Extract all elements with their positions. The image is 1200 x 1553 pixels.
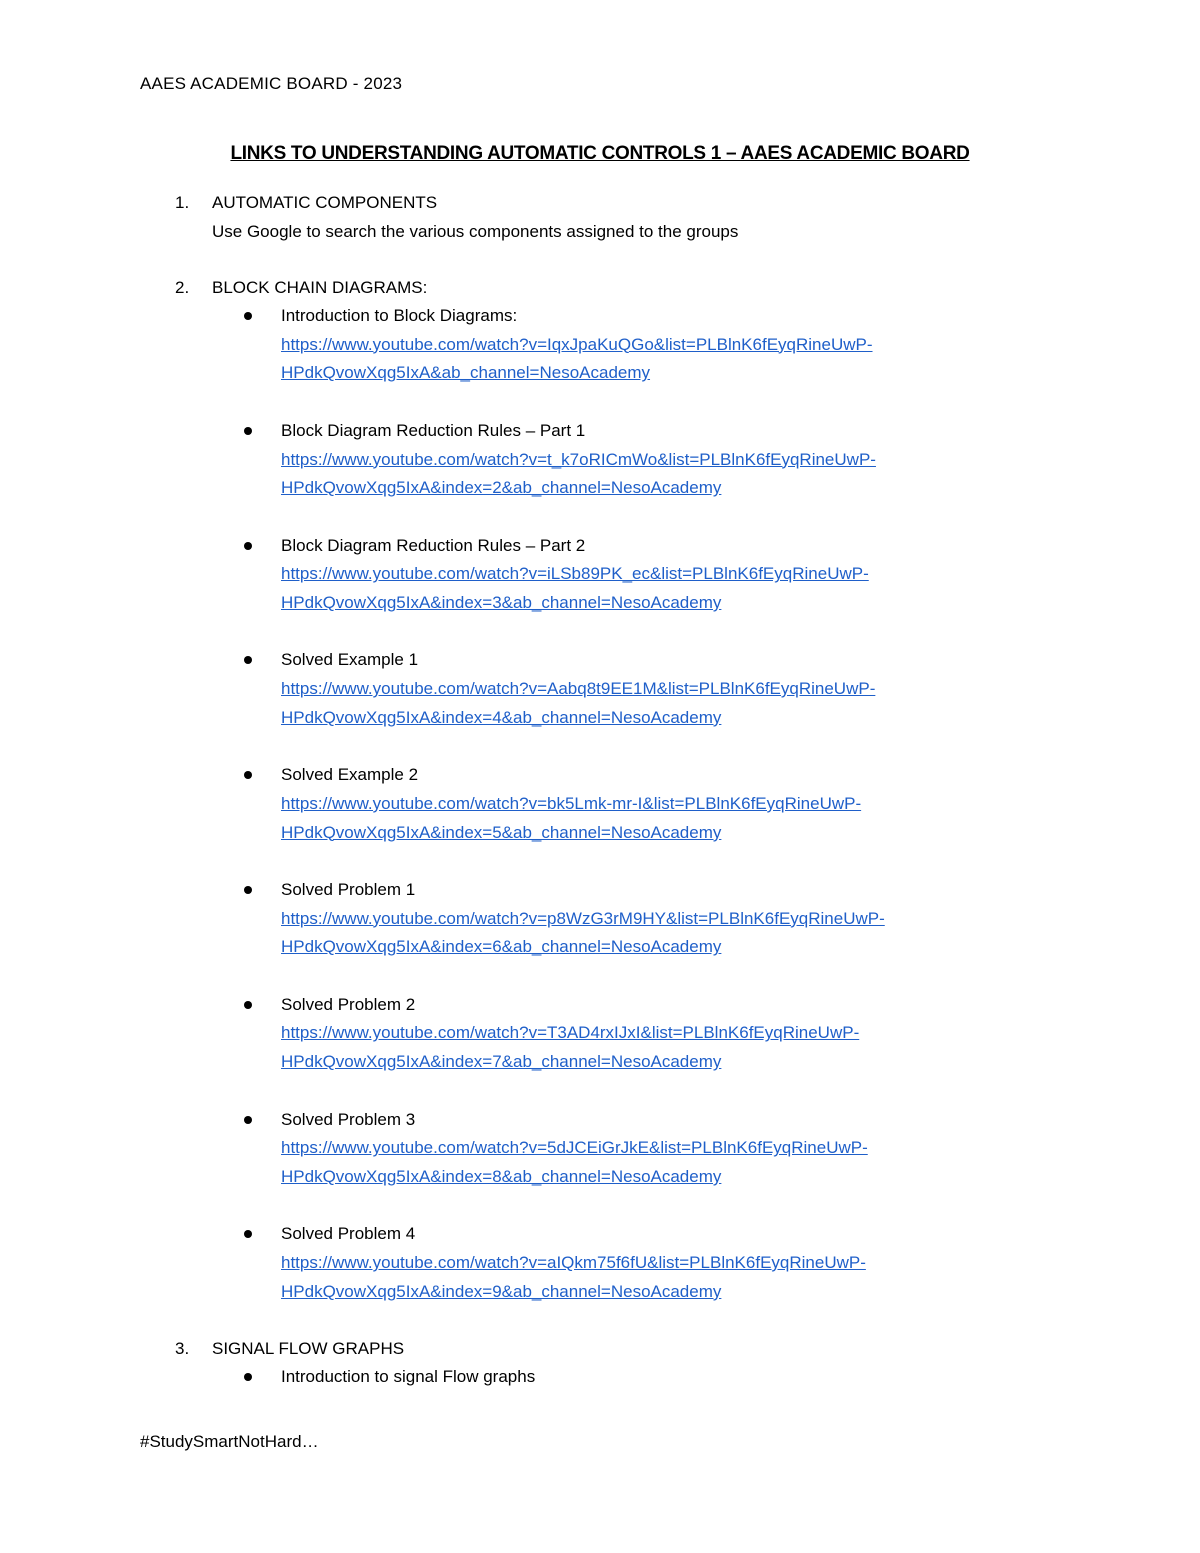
section-heading (175, 188, 1015, 217)
list-item (243, 1363, 1015, 1392)
list-item (243, 876, 1015, 991)
document-title: LINKS TO UNDERSTANDING AUTOMATIC CONTROLS 1 – AAES ACADEMIC BOARD (230, 143, 970, 164)
item-label: Solved Problem 4 (281, 1224, 416, 1244)
item-label: Solved Problem 1 (281, 879, 416, 899)
list-item (243, 761, 1015, 876)
video-link[interactable]: https://www.youtube.com/watch?v=iLSb89PK_ec&list=PLBlnK6fEyqRineUwP- HPdkQvowXqg5IxA&index=3&ab_channel=NesoAcademy (281, 564, 869, 612)
bullet-icon (243, 646, 281, 761)
item-label: Introduction to signal Flow graphs (281, 1367, 536, 1386)
item-label: Solved Example 2 (281, 765, 419, 785)
bullet-icon (243, 761, 281, 876)
list-item (243, 991, 1015, 1106)
list-item (243, 1220, 1015, 1306)
bullet-icon (243, 876, 281, 991)
section-title: SIGNAL FLOW GRAPHS (212, 1339, 405, 1358)
section-heading (175, 273, 1015, 302)
video-link[interactable]: https://www.youtube.com/watch?v=5dJCEiGrJkE&list=PLBlnK6fEyqRineUwP- HPdkQvowXqg5IxA&index=8&ab_channel=NesoAcademy (281, 1138, 868, 1186)
link-list (175, 1363, 1015, 1392)
list-item (243, 532, 1015, 647)
video-link[interactable]: https://www.youtube.com/watch?v=p8WzG3rM9HY&list=PLBlnK6fEyqRineUwP- HPdkQvowXqg5IxA&index=6&ab_channel=NesoAcademy (281, 908, 885, 957)
bullet-icon (243, 1106, 281, 1221)
section-title: AUTOMATIC COMPONENTS (212, 193, 438, 212)
bullet-icon (243, 532, 281, 647)
section-signal-flow-graphs (175, 1334, 1015, 1392)
section-title: BLOCK CHAIN DIAGRAMS: (212, 278, 428, 297)
bullet-icon (243, 991, 281, 1106)
item-label: Solved Problem 2 (281, 994, 416, 1014)
video-link[interactable]: https://www.youtube.com/watch?v=Aabq8t9EE1M&list=PLBlnK6fEyqRineUwP- HPdkQvowXqg5IxA&index=4&ab_channel=NesoAcademy (281, 679, 876, 727)
section-block-chain-diagrams (175, 273, 1015, 1306)
item-label: Introduction to Block Diagrams: (281, 306, 518, 325)
section-number: 2. (175, 278, 190, 297)
link-list (175, 302, 1015, 1306)
video-link[interactable]: https://www.youtube.com/watch?v=aIQkm75f6fU&list=PLBlnK6fEyqRineUwP- HPdkQvowXqg5IxA&index=9&ab_channel=NesoAcademy (281, 1253, 866, 1301)
video-link[interactable]: https://www.youtube.com/watch?v=t_k7oRICmWo&list=PLBlnK6fEyqRineUwP- HPdkQvowXqg5IxA&index=2&ab_channel=NesoAcademy (281, 449, 876, 498)
page-header: AAES ACADEMIC BOARD - 2023 (140, 74, 403, 93)
list-item (243, 1106, 1015, 1221)
section-heading (175, 1334, 1015, 1363)
page-footer: #StudySmartNotHard… (140, 1432, 319, 1451)
item-label: Block Diagram Reduction Rules – Part 2 (281, 535, 586, 555)
bullet-icon (243, 1363, 281, 1392)
item-label: Block Diagram Reduction Rules – Part 1 (281, 420, 586, 440)
video-link[interactable]: https://www.youtube.com/watch?v=T3AD4rxIJxI&list=PLBlnK6fEyqRineUwP- HPdkQvowXqg5IxA&index=7&ab_channel=NesoAcademy (281, 1023, 860, 1072)
section-number: 3. (175, 1339, 190, 1358)
section-number: 1. (175, 193, 190, 212)
item-label: Solved Example 1 (281, 650, 419, 670)
bullet-icon (243, 417, 281, 532)
list-item (243, 302, 1015, 417)
video-link[interactable]: https://www.youtube.com/watch?v=IqxJpaKuQGo&list=PLBlnK6fEyqRineUwP- HPdkQvowXqg5IxA&ab_channel=NesoAcademy (281, 334, 873, 383)
video-link[interactable]: https://www.youtube.com/watch?v=bk5Lmk-mr-I&list=PLBlnK6fEyqRineUwP- HPdkQvowXqg5IxA&index=5&ab_channel=NesoAcademy (281, 793, 862, 842)
section-description: Use Google to search the various components assigned to the groups (212, 222, 739, 241)
list-item (243, 417, 1015, 532)
bullet-icon (243, 302, 281, 417)
bullet-icon (243, 1220, 281, 1306)
item-label: Solved Problem 3 (281, 1109, 416, 1129)
section-automatic-components (175, 188, 1015, 246)
list-item (243, 646, 1015, 761)
